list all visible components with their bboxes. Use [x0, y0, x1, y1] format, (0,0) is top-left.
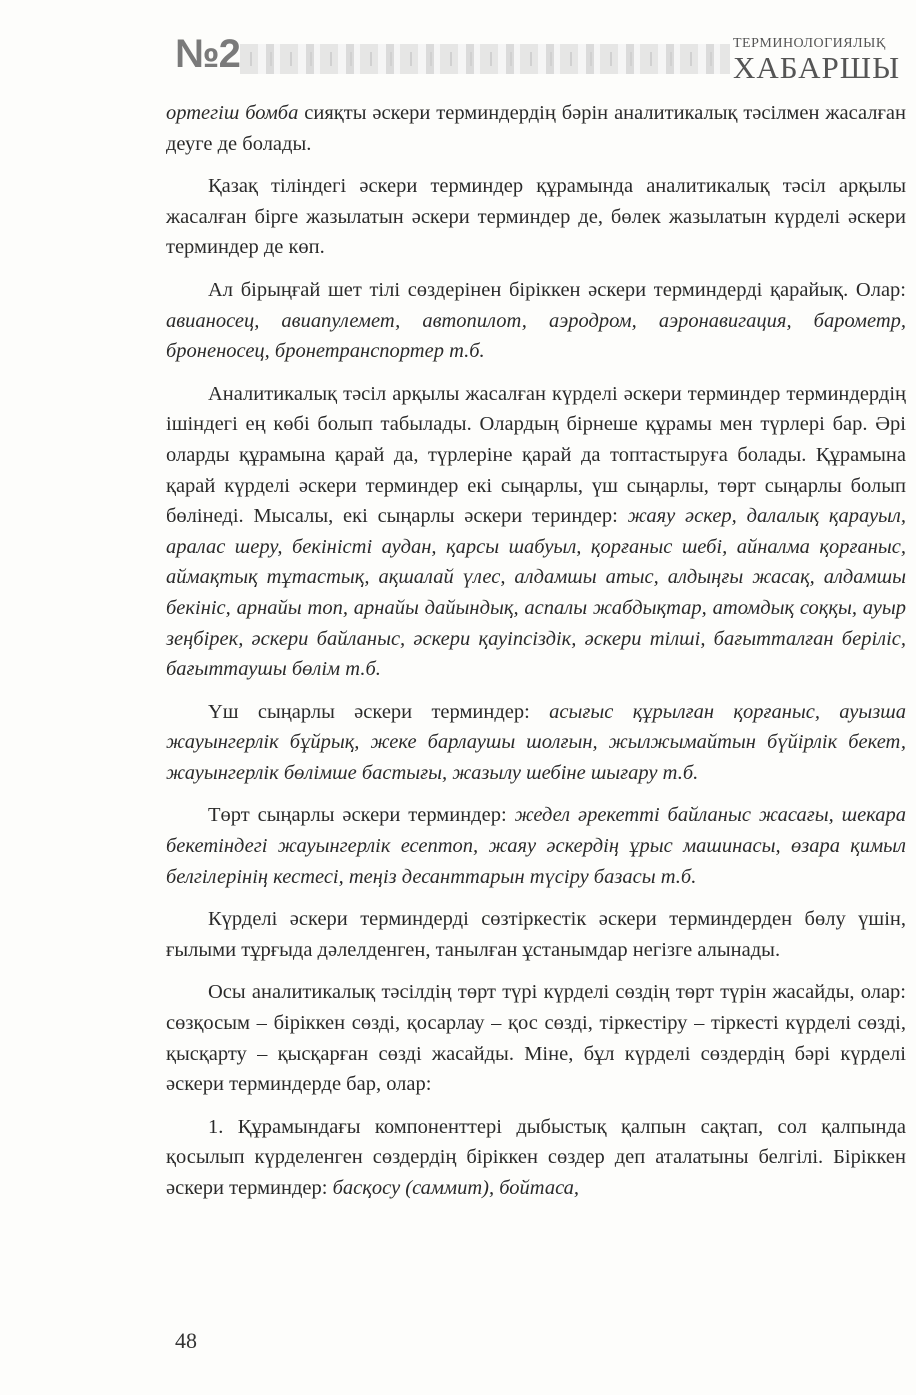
paragraph — [166, 977, 906, 1099]
paragraph-text: Қазақ тіліндегі әскери терминдер құрамында аналитикалық тәсіл арқылы жасалған бірге жазылатын әскери терминдер де, бөлек жазылатын күрделі әскери терминдер де көп. — [166, 175, 906, 259]
ornament-band — [240, 44, 730, 74]
journal-title-bottom: ХАБАРШЫ — [733, 50, 901, 85]
paragraph-text: 1. Құрамындағы компоненттері дыбыстық қалпын сақтап, сол қалпында қосылып күрделенген сөздердің біріккен сөздер деп аталатыны белгілі. Біріккен әскери терминдер: — [166, 1115, 906, 1199]
issue-number: №2 — [175, 32, 240, 76]
paragraph — [166, 275, 906, 367]
article-body — [166, 98, 906, 1216]
paragraph — [166, 171, 906, 263]
page-number: 48 — [175, 1328, 197, 1353]
paragraph-text: сияқты әскери терминдердің бәрін аналитикалық тәсілмен жасалған деуге де болады. — [166, 102, 906, 155]
term-list-text: жаяу әскер, далалық қарауыл, аралас шеру, бекіністі аудан, қарсы шабуыл, қорғаныс шебі, айналма қорғаныс, аймақтық тұтастық, ақшалай үлес, алдамшы атыс, алдыңғы жасақ, алдамшы бекініс, арнайы топ, арнайы дайындық, аспалы жабдықтар, атомдық соққы, ауыр зеңбірек, әскери байланыс, әскери қауіпсіздік, әскери тілші, бағытталған беріліс, бағыттаушы бөлім т.б. — [166, 505, 906, 681]
journal-title-top: ТЕРМИНОЛОГИЯЛЫҚ — [733, 36, 886, 51]
paragraph-text: Үш сыңарлы әскери терминдер: — [208, 700, 550, 723]
term-list-text: ортегіш бомба — [166, 102, 299, 124]
paragraph-text: Осы аналитикалық тәсілдің төрт түрі күрделі сөздің төрт түрін жасайды, олар: сөзқосым – біріккен сөзді, қосарлау – қос сөзді, тіркестіру – тіркесті күрделі сөзді, қысқарту – қысқарған сөзді жасайды. Міне, бұл күрделі сөздердің бәрі күрделі әскери терминдерде бар, олар: — [166, 981, 906, 1096]
term-list-text: жедел әрекетті байланыс жасағы, шекара бекетіндегі жауынгерлік есептоп, жаяу әскердің ұрыс машинасы, өзара қимыл белгілерінің кестесі, теңіз десанттарын түсіру базасы т.б. — [166, 804, 906, 888]
term-list-text: авианосец, авиапулемет, автопилот, аэродром, аэронавигация, барометр, броненосец, бронетранспортер т.б. — [166, 309, 906, 363]
paragraph — [166, 904, 906, 965]
paragraph-text: Төрт сыңарлы әскери терминдер: — [208, 804, 515, 827]
paragraph-text: Ал бірыңғай шет тілі сөздерінен біріккен әскери терминдерді қарайық. Олар: — [208, 278, 906, 301]
paragraph — [166, 697, 906, 789]
term-list-text: асығыс құрылған қорғаныс, ауызша жауынгерлік бұйрық, жеке барлаушы шолғын, жылжымайтын бүйірлік бекет, жауынгерлік бөлімше бастығы, жазылу шебіне шығару т.б. — [166, 700, 906, 784]
paragraph — [166, 98, 906, 159]
term-list-text: басқосу (саммит), бойтаса, — [332, 1177, 580, 1199]
paragraph — [166, 1112, 906, 1204]
paragraph — [166, 800, 906, 892]
paragraph — [166, 379, 906, 685]
paragraph-text: Аналитикалық тәсіл арқылы жасалған күрделі әскери терминдер терминдердің ішіндегі ең көбі болып табылады. Олардың бірнеше құрамы мен түрлері бар. Әрі оларды құрамына қарай да, түрлеріне қарай да топтастыруға болады. Құрамына қарай күрделі әскери терминдер екі сыңарлы, үш сыңарлы, төрт сыңарлы болып бөлінеді. Мысалы, екі сыңарлы әскери териндер: — [166, 382, 906, 528]
paragraph-text: Күрделі әскери терминдерді сөзтіркестік әскери терминдерден бөлу үшін, ғылыми тұрғыда дәлелденген, танылған ұстанымдар негізге алынады. — [166, 908, 906, 961]
page-header — [0, 20, 916, 90]
